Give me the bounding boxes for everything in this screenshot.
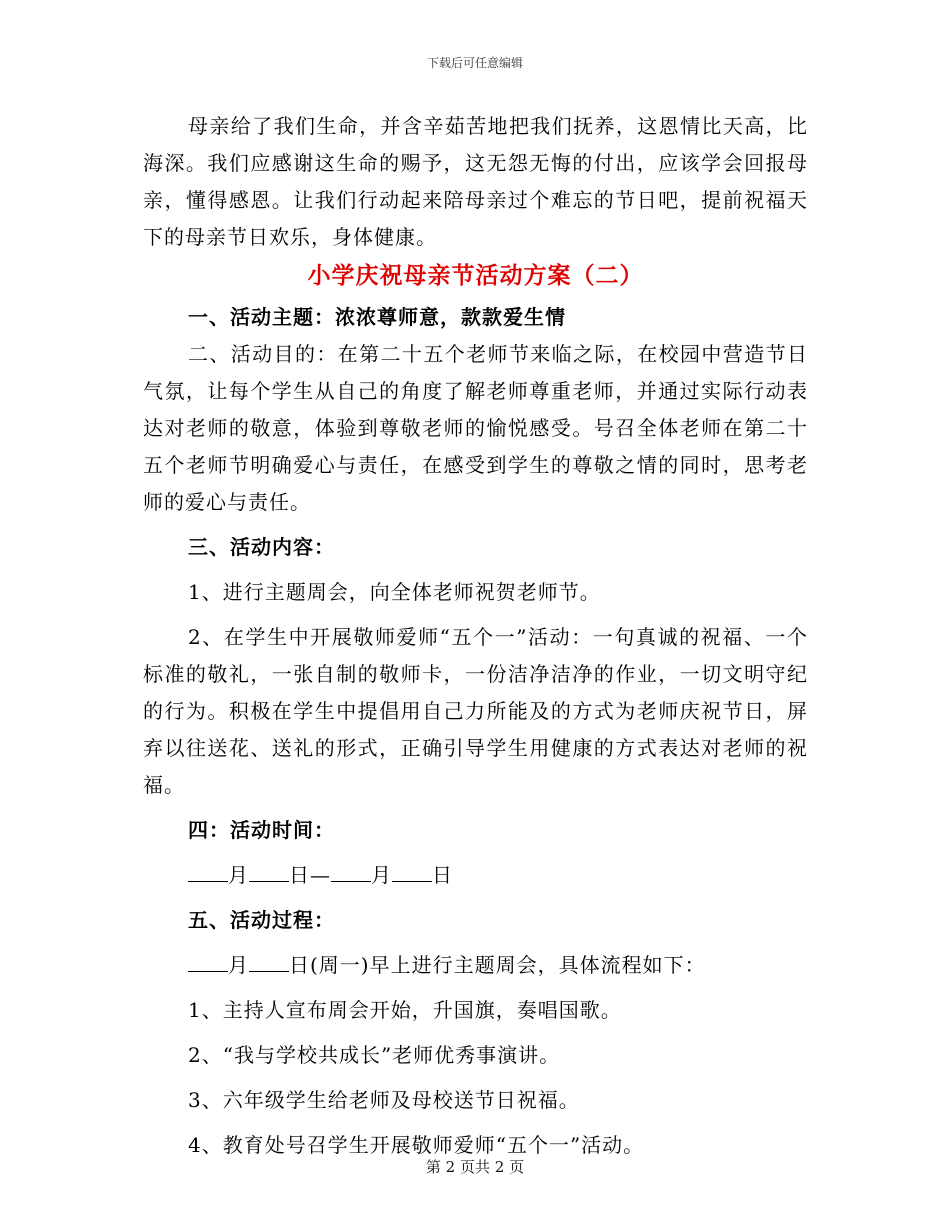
process-step-1: 1、主持人宣布周会开始，升国旗，奏唱国歌。: [188, 998, 622, 1022]
process-step-3: 3、六年级学生给老师及母校送节日祝福。: [188, 1088, 580, 1112]
month-label: 月: [228, 953, 249, 977]
range-dash: —: [310, 863, 331, 887]
content-item-1: 1、进行主题周会，向全体老师祝贺老师节。: [188, 580, 601, 604]
content-item-2: 2、在学生中开展敬师爱师“五个一”活动：一句真诚的祝福、一个标准的敬礼，一张自制的敬师卡，一份洁净洁净的作业，一切文明守纪的行为。积极在学生中提倡用自己力所能及的方式为老师庆祝节日，屏弃以往送花、送礼的形式，正确引导学生用健康的方式表达对老师的祝福。: [143, 625, 808, 797]
blank-line: [188, 953, 228, 972]
day-label: 日: [289, 863, 310, 887]
blank-line: [249, 863, 289, 882]
time-date-range: [143, 857, 808, 894]
process-step-2: 2、“我与学校共成长”老师优秀事演讲。: [188, 1043, 561, 1067]
month-label: 月: [228, 863, 249, 887]
document-body: [143, 108, 808, 1164]
section-theme-heading: 一、活动主题：浓浓尊师意，款款爱生情: [188, 305, 566, 329]
day-label: 日: [432, 863, 453, 887]
section-time-heading: 四：活动时间：: [188, 818, 335, 842]
blank-line: [249, 953, 289, 972]
section-content-heading: 三、活动内容：: [188, 535, 335, 559]
page-header: 下载后可任意编辑: [426, 56, 523, 70]
month-label: 月: [371, 863, 392, 887]
document-title: 小学庆祝母亲节活动方案（二）: [307, 262, 644, 289]
page-footer: 第 2 页共 2 页: [425, 1158, 525, 1176]
process-date-suffix: 日(周一)早上进行主题周会，具体流程如下：: [289, 953, 706, 977]
intro-paragraph: 母亲给了我们生命，并含辛茹苦地把我们抚养，这恩情比天高，比海深。我们应感谢这生命的赐予，这无怨无悔的付出，应该学会回报母亲，懂得感恩。让我们行动起来陪母亲过个难忘的节日吧，提前祝福天下的母亲节日欢乐，身体健康。: [143, 114, 808, 249]
blank-line: [392, 863, 432, 882]
process-step-4: 4、教育处号召学生开展敬师爱师“五个一”活动。: [188, 1133, 645, 1157]
blank-line: [331, 863, 371, 882]
section-purpose-paragraph: 二、活动目的：在第二十五个老师节来临之际，在校园中营造节日气氛，让每个学生从自己的角度了解老师尊重老师，并通过实际行动表达对老师的敬意，体验到尊敬老师的愉悦感受。号召全体老师在第二十五个老师节明确爱心与责任，在感受到学生的尊敬之情的同时，思考老师的爱心与责任。: [143, 342, 808, 514]
blank-line: [188, 863, 228, 882]
process-date-line: [143, 947, 808, 984]
section-process-heading: 五、活动过程：: [188, 908, 335, 932]
